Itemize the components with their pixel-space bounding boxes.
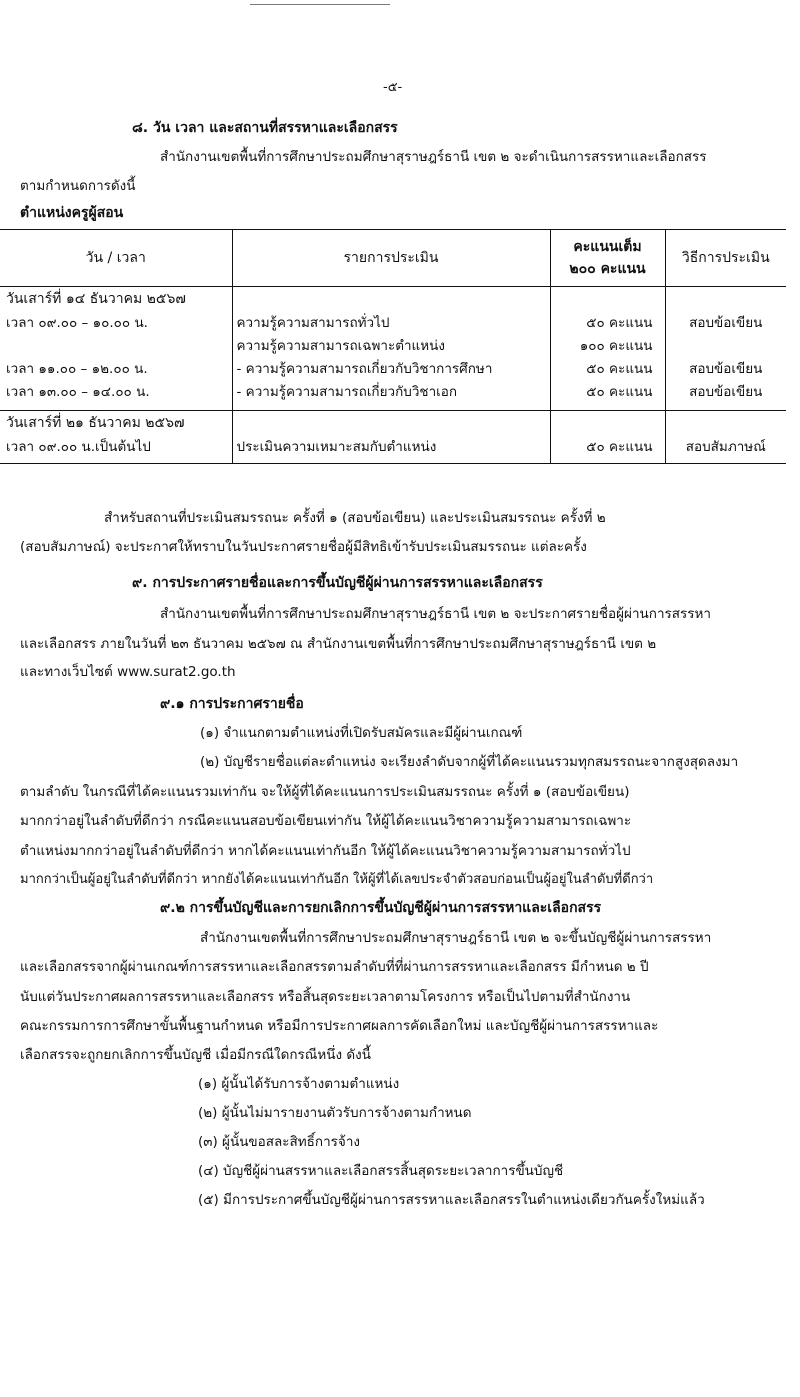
- sub-9-1-heading: ๙.๑ การประกาศรายชื่อ: [160, 696, 304, 712]
- table-cell: สอบข้อเขียน: [689, 384, 763, 400]
- table-cell: [6, 335, 232, 358]
- sub-9-2-p-line2: และเลือกสรรจากผู้ผ่านเกณฑ์การสรรหาและเลือกสรรตามลำดับที่ที่ผ่านการสรรหาและเลือกสรร มีกำหนด ๒ ปี: [20, 959, 649, 975]
- day1-title: วันเสาร์ที่ ๑๔ ธันวาคม ๒๕๖๗: [0, 287, 232, 313]
- table-day2-title-row: [0, 411, 786, 437]
- position-title: ตำแหน่งครูผู้สอน: [20, 205, 124, 221]
- sub-9-1-item2-line5: มากกว่าเป็นผู้อยู่ในลำดับที่ดีกว่า หากยังได้คะแนนเท่ากันอีก ให้ผู้ที่ได้เลขประจำตัวสอบก่อนเป็นผู้อยู่ในลำดับที่ดีกว่า: [20, 872, 654, 887]
- scan-artifact: [250, 0, 390, 5]
- table-cell: ความรู้ความสามารถเฉพาะตำแหน่ง: [236, 338, 445, 354]
- table-day2-body: [0, 436, 786, 464]
- header-score: [550, 230, 665, 287]
- header-method: วิธีการประเมิน: [665, 230, 786, 287]
- day1-methods: [665, 312, 786, 411]
- table-cell: - ความรู้ความสามารถเกี่ยวกับวิชาการศึกษา: [236, 361, 493, 377]
- table-cell: เวลา ๑๑.๐๐ – ๑๒.๐๐ น.: [6, 361, 148, 377]
- page-number: -๕-: [383, 80, 403, 95]
- venue-line1: สำหรับสถานที่ประเมินสมรรถนะ ครั้งที่ ๑ (สอบข้อเขียน) และประเมินสมรรถนะ ครั้งที่ ๒: [104, 510, 606, 526]
- section-8-intro-line2: ตามกำหนดการดังนี้: [20, 178, 136, 194]
- sub-9-2-p-line1: สำนักงานเขตพื้นที่การศึกษาประถมศึกษาสุราษฎร์ธานี เขต ๒ จะขึ้นบัญชีผู้ผ่านการสรรหา: [200, 930, 712, 946]
- table-cell: สอบสัมภาษณ์: [685, 439, 766, 455]
- table-cell: ๕๐ คะแนน: [586, 384, 653, 400]
- table-cell: ๕๐ คะแนน: [586, 439, 653, 455]
- day2-scores: [550, 436, 665, 464]
- sub-9-2-p-line4: คณะกรรมการการศึกษาขั้นพื้นฐานกำหนด หรือมีการประกาศผลการคัดเลือกใหม่ และบัญชีผู้ผ่านการสรรหาและ: [20, 1018, 659, 1034]
- table-cell: เวลา ๑๓.๐๐ – ๑๔.๐๐ น.: [6, 384, 150, 400]
- list-item: (๕) มีการประกาศขึ้นบัญชีผู้ผ่านการสรรหาและเลือกสรรในตำแหน่งเดียวกันครั้งใหม่แล้ว: [198, 1192, 705, 1208]
- sub-9-1-item2-line1: (๒) บัญชีรายชื่อแต่ละตำแหน่ง จะเรียงลำดับจากผู้ที่ได้คะแนนรวมทุกสมรรถนะจากสูงสุดลงมา: [200, 754, 739, 770]
- section-9-p1-line1: สำนักงานเขตพื้นที่การศึกษาประถมศึกษาสุราษฎร์ธานี เขต ๒ จะประกาศรายชื่อผู้ผ่านการสรรหา: [160, 606, 711, 622]
- table-day1-title-row: [0, 287, 786, 313]
- header-date: วัน / เวลา: [0, 230, 232, 287]
- section-9-heading: ๙. การประกาศรายชื่อและการขึ้นบัญชีผู้ผ่านการสรรหาและเลือกสรร: [132, 575, 543, 591]
- section-8-intro-line1: สำนักงานเขตพื้นที่การศึกษาประถมศึกษาสุราษฎร์ธานี เขต ๒ จะดำเนินการสรรหาและเลือกสรร: [160, 149, 707, 165]
- day1-times: [0, 312, 232, 411]
- day2-times: [0, 436, 232, 464]
- table-day1-body: [0, 312, 786, 411]
- section-9-p1-line2: และเลือกสรร ภายในวันที่ ๒๓ ธันวาคม ๒๕๖๗ ณ สำนักงานเขตพื้นที่การศึกษาประถมศึกษาสุราษฎร์ธานี เขต ๒: [20, 636, 657, 652]
- table-cell: สอบข้อเขียน: [689, 361, 763, 377]
- venue-line2: (สอบสัมภาษณ์) จะประกาศให้ทราบในวันประกาศรายชื่อผู้มีสิทธิเข้ารับประเมินสมรรถนะ แต่ละครั้ง: [20, 539, 587, 555]
- sub-9-1-item2-line3: มากกว่าอยู่ในลำดับที่ดีกว่า กรณีคะแนนสอบข้อเขียนเท่ากัน ให้ผู้ได้คะแนนวิชาความรู้ความสามารถเฉพาะ: [20, 813, 632, 829]
- table-cell: เวลา ๐๙.๐๐ น.เป็นต้นไป: [6, 439, 151, 455]
- list-item: (๓) ผู้นั้นขอสละสิทธิ์การจ้าง: [198, 1134, 360, 1150]
- sub-9-1-item1: (๑) จำแนกตามตำแหน่งที่เปิดรับสมัครและมีผู้ผ่านเกณฑ์: [200, 725, 523, 741]
- table-header-row: [0, 230, 786, 287]
- sub-9-2-heading: ๙.๒ การขึ้นบัญชีและการยกเลิกการขึ้นบัญชีผู้ผ่านการสรรหาและเลือกสรร: [160, 900, 602, 916]
- list-item: (๔) บัญชีผู้ผ่านสรรหาและเลือกสรรสิ้นสุดระยะเวลาการขึ้นบัญชี: [198, 1163, 564, 1179]
- table-cell: - ความรู้ความสามารถเกี่ยวกับวิชาเอก: [236, 384, 458, 400]
- section-9-p1-line3: และทางเว็บไซต์ www.surat2.go.th: [20, 664, 236, 680]
- table-cell: [666, 335, 787, 358]
- table-cell: ๕๐ คะแนน: [586, 361, 653, 377]
- sub-9-2-p-line3: นับแต่วันประกาศผลการสรรหาและเลือกสรร หรือสิ้นสุดระยะเวลาตามโครงการ หรือเป็นไปตามที่สำนักงาน: [20, 989, 631, 1005]
- day1-items: [232, 312, 550, 411]
- sub-9-1-item2-line2: ตามลำดับ ในกรณีที่ได้คะแนนรวมเท่ากัน จะให้ผู้ที่ได้คะแนนการประเมินสมรรถนะ ครั้งที่ ๑ (สอบข้อเขียน): [20, 784, 630, 800]
- day2-items: [232, 436, 550, 464]
- list-item: (๒) ผู้นั้นไม่มารายงานตัวรับการจ้างตามกำหนด: [198, 1105, 472, 1121]
- list-item: (๑) ผู้นั้นได้รับการจ้างตามตำแหน่ง: [198, 1076, 400, 1092]
- sub-9-2-p-line5: เลือกสรรจะถูกยกเลิกการขึ้นบัญชี เมื่อมีกรณีใดกรณีหนึ่ง ดังนี้: [20, 1047, 371, 1063]
- header-score-line1: คะแนนเต็ม: [573, 239, 642, 255]
- table-cell: สอบข้อเขียน: [689, 315, 763, 331]
- table-cell: ความรู้ความสามารถทั่วไป: [236, 315, 390, 331]
- header-score-line2: ๒๐๐ คะแนน: [569, 261, 646, 277]
- table-cell: เวลา ๐๙.๐๐ – ๑๐.๐๐ น.: [6, 315, 148, 331]
- table-cell: ๕๐ คะแนน: [586, 315, 653, 331]
- table-cell: ประเมินความเหมาะสมกับตำแหน่ง: [236, 439, 437, 455]
- schedule-table: [0, 229, 786, 464]
- sub-9-1-item2-line4: ตำแหน่งมากกว่าอยู่ในลำดับที่ดีกว่า หากได้คะแนนเท่ากันอีก ให้ผู้ได้คะแนนวิชาความรู้ความสามารถทั่วไป: [20, 843, 631, 859]
- day1-scores: [550, 312, 665, 411]
- day2-title: วันเสาร์ที่ ๒๑ ธันวาคม ๒๕๖๗: [0, 411, 232, 437]
- section-8-heading: ๘. วัน เวลา และสถานที่สรรหาและเลือกสรร: [132, 120, 398, 136]
- day2-methods: [665, 436, 786, 464]
- header-item: รายการประเมิน: [232, 230, 550, 287]
- table-cell: ๑๐๐ คะแนน: [579, 338, 653, 354]
